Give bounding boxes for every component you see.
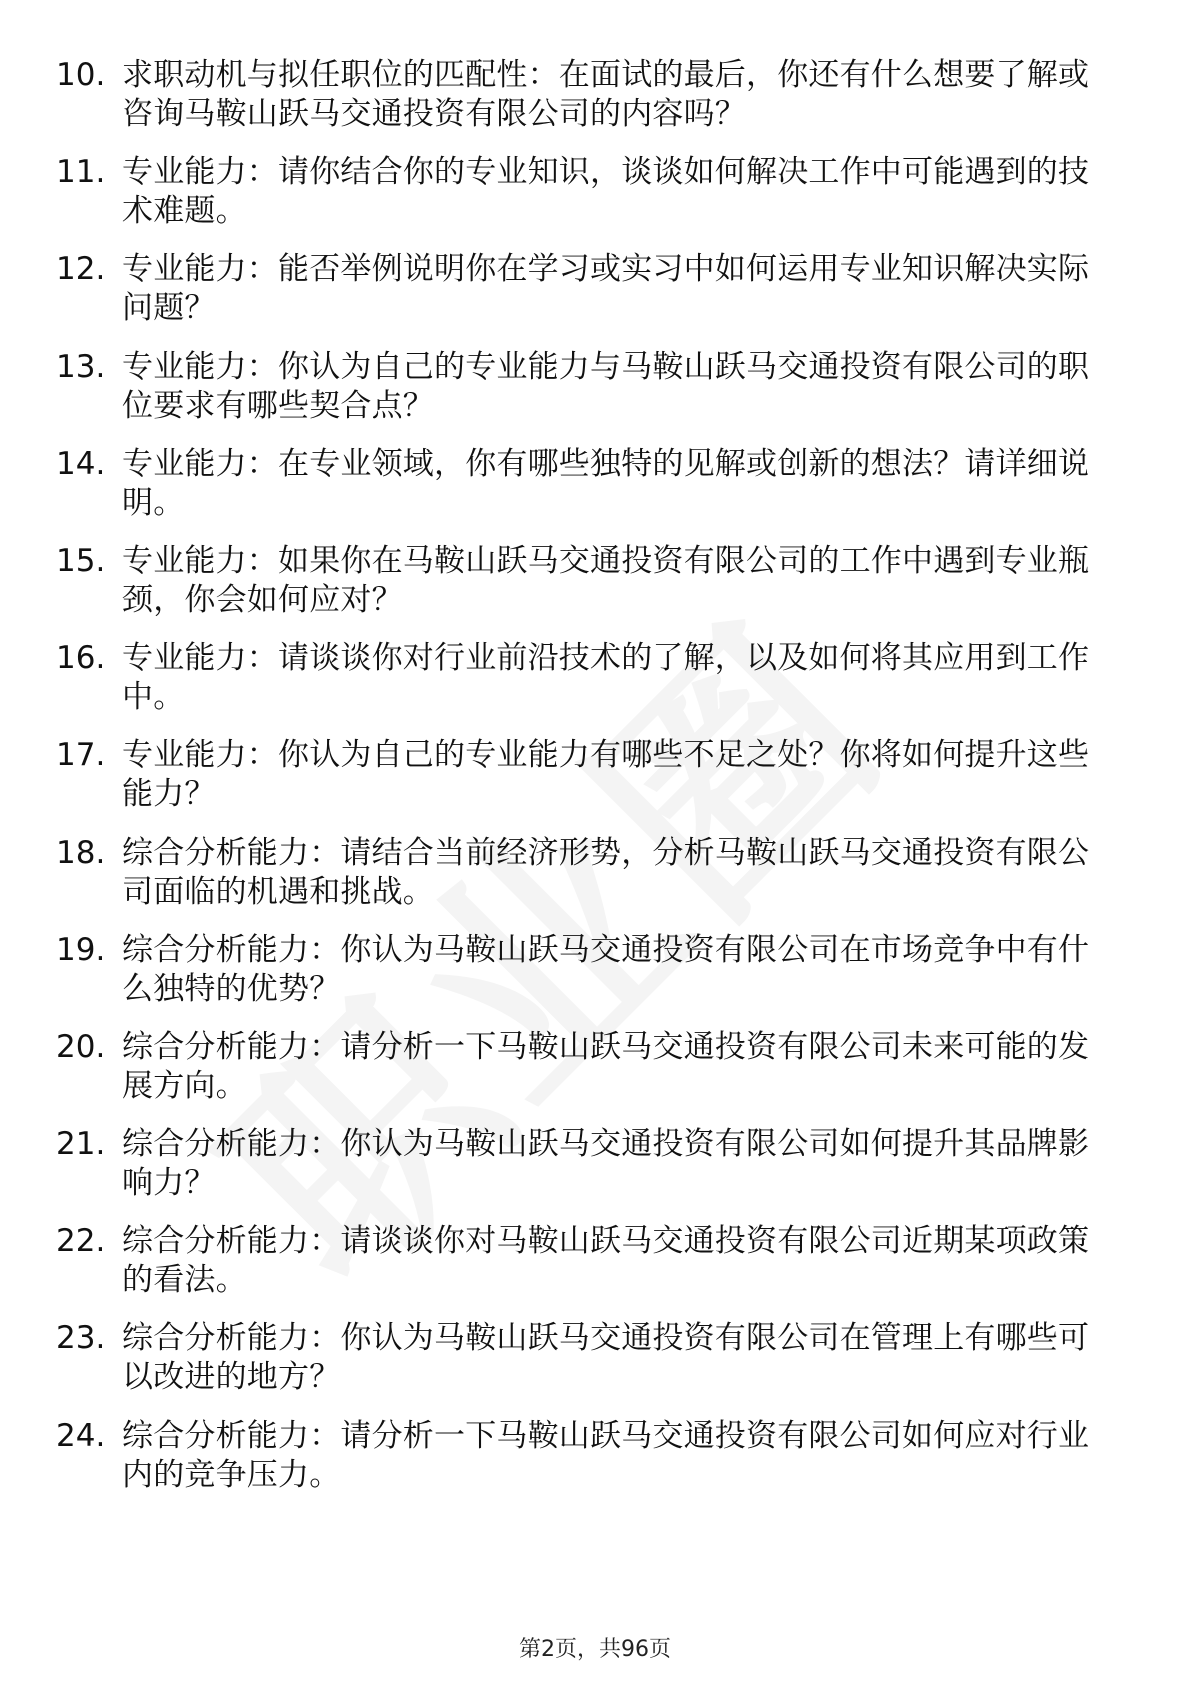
question-item: [56, 1315, 1116, 1412]
question-text: 综合分析能力：请分析一下马鞍山跃马交通投资有限公司如何应对行业内的竞争压力。: [122, 1417, 1090, 1493]
question-number: 22.: [56, 1223, 106, 1260]
question-number: 19.: [56, 931, 106, 968]
question-text: 专业能力：请你结合你的专业知识，谈谈如何解决工作中可能遇到的技术难题。: [122, 154, 1090, 230]
question-text: 专业能力：请谈谈你对行业前沿技术的了解，以及如何将其应用到工作中。: [122, 640, 1090, 716]
question-number: 10.: [56, 57, 106, 93]
question-number: 23.: [56, 1320, 106, 1357]
question-item: [56, 1218, 1116, 1315]
question-text: 综合分析能力：你认为马鞍山跃马交通投资有限公司在管理上有哪些可以改进的地方？: [122, 1320, 1090, 1396]
question-item: [56, 1024, 1116, 1121]
question-text: 专业能力：你认为自己的专业能力有哪些不足之处？你将如何提升这些能力？: [122, 737, 1090, 813]
question-number: 16.: [56, 640, 106, 677]
question-item: [56, 732, 1116, 829]
question-text: 综合分析能力：请分析一下马鞍山跃马交通投资有限公司未来可能的发展方向。: [122, 1028, 1090, 1104]
page-number: 第2页，共96页: [519, 1637, 671, 1662]
question-item: [56, 246, 1116, 343]
question-item: [56, 52, 1116, 149]
question-number: 13.: [56, 348, 106, 385]
question-item: [56, 1413, 1116, 1510]
question-item: [56, 927, 1116, 1024]
question-text: 专业能力：你认为自己的专业能力与马鞍山跃马交通投资有限公司的职位要求有哪些契合点？: [122, 348, 1090, 424]
question-number: 15.: [56, 542, 106, 579]
question-text: 专业能力：能否举例说明你在学习或实习中如何运用专业知识解决实际问题？: [122, 251, 1090, 327]
question-text: 综合分析能力：你认为马鞍山跃马交通投资有限公司在市场竞争中有什么独特的优势？: [122, 931, 1090, 1007]
question-number: 24.: [56, 1417, 106, 1454]
question-item: [56, 149, 1116, 246]
question-item: [56, 344, 1116, 441]
question-number: 17.: [56, 737, 106, 774]
question-text: 专业能力：如果你在马鞍山跃马交通投资有限公司的工作中遇到专业瓶颈，你会如何应对？: [122, 542, 1090, 618]
question-number: 21.: [56, 1126, 106, 1163]
question-list: [56, 52, 1116, 1510]
question-text: 专业能力：在专业领域，你有哪些独特的见解或创新的想法？请详细说明。: [122, 445, 1090, 521]
question-number: 11.: [56, 154, 106, 191]
question-text: 综合分析能力：请结合当前经济形势，分析马鞍山跃马交通投资有限公司面临的机遇和挑战。: [122, 834, 1090, 910]
question-item: [56, 635, 1116, 732]
question-item: [56, 1121, 1116, 1218]
question-number: 12.: [56, 251, 106, 288]
question-number: 20.: [56, 1028, 106, 1065]
question-text: 求职动机与拟任职位的匹配性：在面试的最后，你还有什么想要了解或咨询马鞍山跃马交通投资有限公司的内容吗？: [122, 57, 1090, 132]
question-item: [56, 538, 1116, 635]
question-text: 综合分析能力：请谈谈你对马鞍山跃马交通投资有限公司近期某项政策的看法。: [122, 1223, 1090, 1299]
question-item: [56, 830, 1116, 927]
question-text: 综合分析能力：你认为马鞍山跃马交通投资有限公司如何提升其品牌影响力？: [122, 1126, 1090, 1202]
question-item: [56, 441, 1116, 538]
question-number: 14.: [56, 445, 106, 482]
question-number: 18.: [56, 834, 106, 871]
